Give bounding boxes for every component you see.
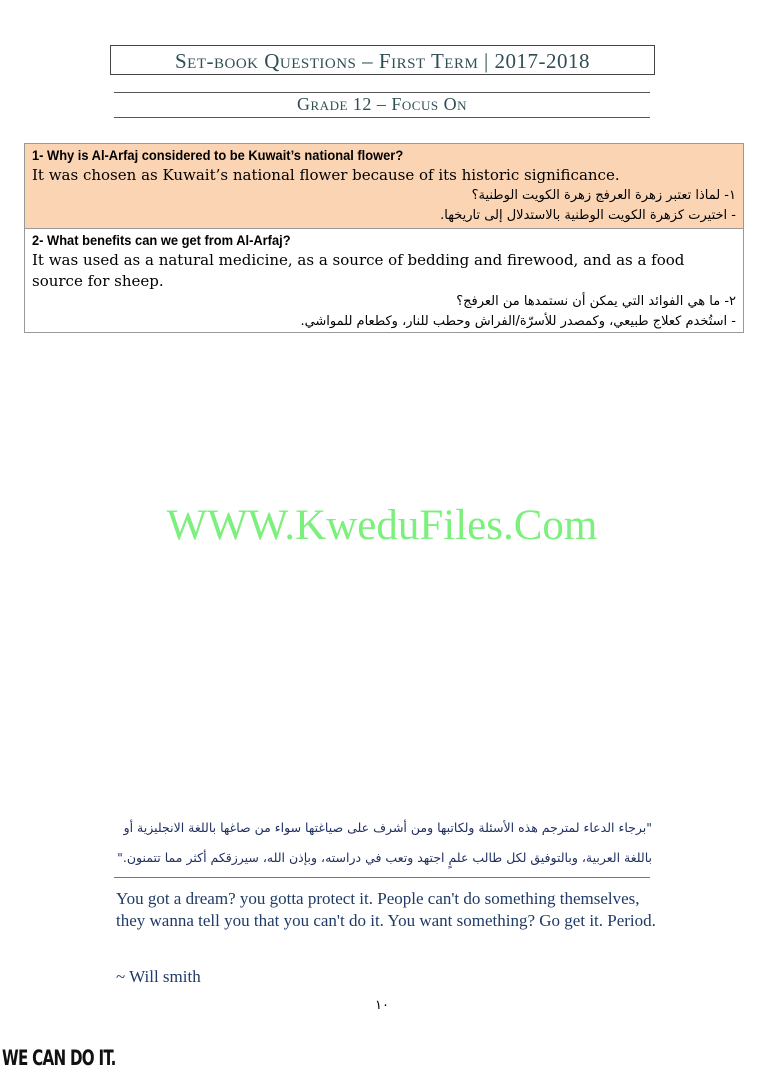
page-number: ١٠ <box>375 998 389 1013</box>
quote-author: ~ Will smith <box>116 967 201 986</box>
answer-2-text: It was used as a natural medicine, as a source of bedding and firewood, and as a food source for sheep. <box>32 251 685 290</box>
answer-1-arabic: - اختيرت كزهرة الكويت الوطنية بالاستدلال إلى تاريخها. <box>440 208 736 223</box>
watermark: WWW.KweduFiles.Com <box>166 502 598 549</box>
page-title: Set-book Questions – First Term | 2017-2018 <box>110 45 655 75</box>
page-subtitle: Grade 12 – Focus On <box>297 94 467 114</box>
logo: WE CAN DO IT. <box>2 1046 116 1070</box>
question-2-text: 2- What benefits can we get from Al-Arfaj? <box>32 232 291 248</box>
dua-line-2: باللغة العربية، وبالتوفيق لكل طالب علمٍ اجتهد وتعب في دراسته، وبإذن الله، سيرزقكم أكثر مما تتمنون." <box>117 850 652 865</box>
quote-text: You got a dream? you gotta protect it. People can't do something themselves, they wanna tell you that you can't do it. You want something? Go get it. Period. <box>116 889 656 930</box>
question-1-text: 1- Why is Al-Arfaj considered to be Kuwait’s national flower? <box>32 147 404 163</box>
question-block-1 <box>24 143 744 229</box>
subtitle-rule-bottom <box>114 117 650 118</box>
answer-2-arabic: - استُخدم كعلاج طبيعي، وكمصدر للأسرّة/الفراش وحطب للنار، وكطعام للمواشي. <box>300 314 736 329</box>
quote-divider <box>114 877 650 878</box>
answer-1-text: It was chosen as Kuwait’s national flower because of its historic significance. <box>32 166 620 184</box>
question-2-arabic: ٢- ما هي الفوائد التي يمكن أن نستمدها من العرفج؟ <box>456 294 736 309</box>
dua-line-1: "برجاء الدعاء لمترجم هذه الأسئلة ولكاتبها ومن أشرف على صياغتها سواء من صاغها باللغة الانجليزية أو <box>123 820 652 835</box>
question-1-arabic: ١- لماذا تعتبر زهرة العرفج زهرة الكويت الوطنية؟ <box>471 188 736 203</box>
question-block-2 <box>24 229 744 333</box>
